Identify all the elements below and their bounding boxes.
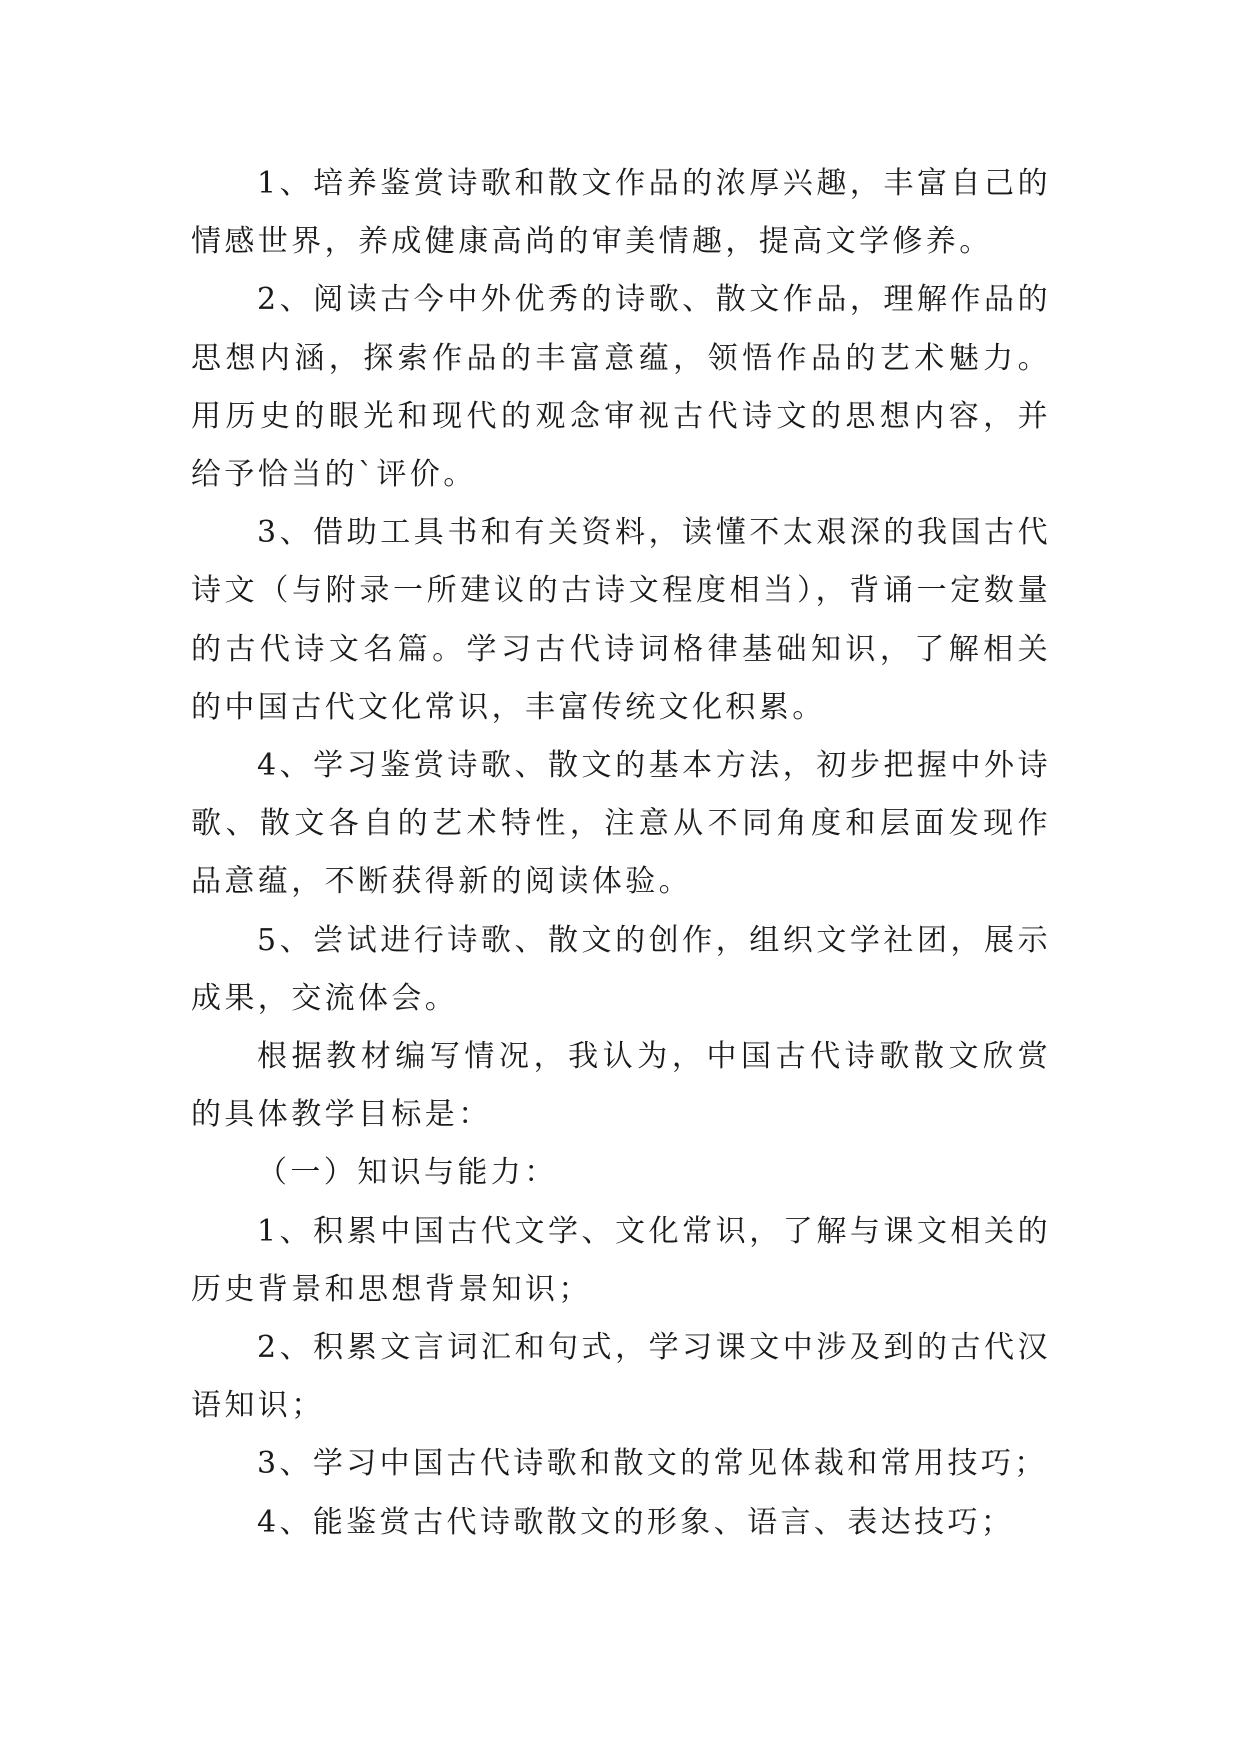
paragraph-item-3: 3、学习中国古代诗歌和散文的常见体裁和常用技巧；: [257, 1446, 1048, 1482]
paragraph-goal-5: 5、尝试进行诗歌、散文的创作，组织文学社团，展示成果，交流体会。: [191, 922, 1051, 1016]
paragraph-goal-4: 4、学习鉴赏诗歌、散文的基本方法，初步把握中外诗歌、散文各自的艺术特性，注意从不同角度和层面发现作品意蕴，不断获得新的阅读体验。: [191, 748, 1051, 900]
document-body: [191, 155, 1051, 1552]
paragraph-item-1: 1、积累中国古代文学、文化常识，了解与课文相关的历史背景和思想背景知识；: [191, 1213, 1051, 1307]
paragraph-goal-1: 1、培养鉴赏诗歌和散文作品的浓厚兴趣，丰富自己的情感世界，养成健康高尚的审美情趣，提高文学修养。: [191, 166, 1051, 260]
paragraph-item-2: 2、积累文言词汇和句式，学习课文中涉及到的古代汉语知识；: [191, 1330, 1051, 1424]
paragraph-intro: 根据教材编写情况，我认为，中国古代诗歌散文欣赏的具体教学目标是：: [191, 1039, 1051, 1133]
paragraph-item-4: 4、能鉴赏古代诗歌散文的形象、语言、表达技巧；: [257, 1504, 1015, 1540]
section-heading-knowledge-ability: （一）知识与能力：: [257, 1155, 558, 1191]
paragraph-goal-3: 3、借助工具书和有关资料，读懂不太艰深的我国古代诗文（与附录一所建议的古诗文程度相当），背诵一定数量的古代诗文名篇。学习古代诗词格律基础知识，了解相关的中国古代文化常识，丰富传统文化积累。: [191, 515, 1051, 725]
paragraph-goal-2: 2、阅读古今中外优秀的诗歌、散文作品，理解作品的思想内涵，探索作品的丰富意蕴，领悟作品的艺术魅力。用历史的眼光和现代的观念审视古代诗文的思想内容，并给予恰当的`评价。: [191, 282, 1051, 493]
